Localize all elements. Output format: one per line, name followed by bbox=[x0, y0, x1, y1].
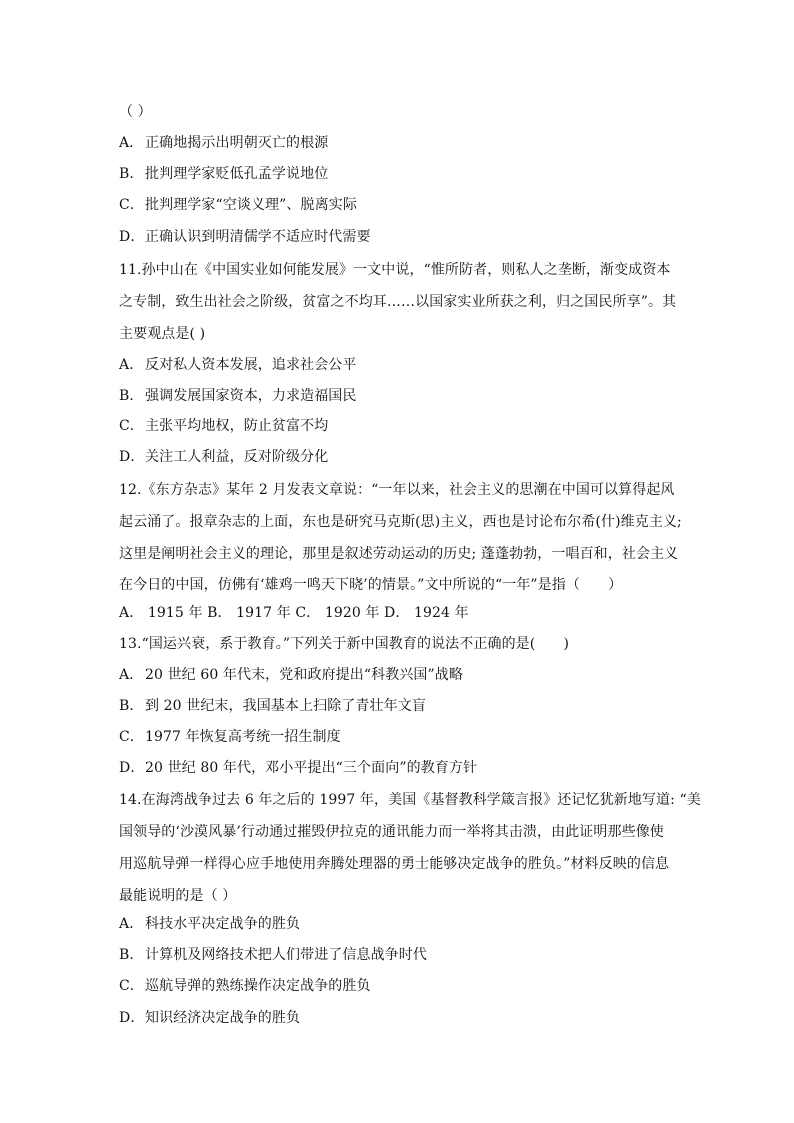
option-key: A． bbox=[119, 916, 144, 932]
q12-options-line[interactable]: A． 1915 年 B． 1917 年 C． 1920 年 D． 1924 年 bbox=[119, 605, 469, 621]
option-text: 反对私人资本发展，追求社会公平 bbox=[145, 357, 357, 373]
option-key: C． bbox=[119, 418, 144, 434]
q14-option-a[interactable] bbox=[119, 914, 679, 934]
option-text: 批判理学家贬低孔孟学说地位 bbox=[145, 166, 329, 182]
q10-answer-bracket: （ ） bbox=[119, 104, 152, 120]
option-key: D． bbox=[119, 449, 145, 465]
q10-option-d[interactable] bbox=[119, 227, 679, 247]
q12-stem-line: 起云涌了。报章杂志的上面，东也是研究马克斯(思)主义，西也是讨论布尔希(什)维克主义; bbox=[119, 514, 682, 530]
q11-stem-line: 11.孙中山在《中国实业如何能发展》一文中说，“惟所防者，则私人之垄断，渐变成资本 bbox=[119, 262, 671, 278]
q11-option-d[interactable] bbox=[119, 447, 679, 467]
option-text: 20 世纪 80 年代，邓小平提出“三个面向”的教育方针 bbox=[145, 760, 478, 776]
q13-option-a[interactable] bbox=[119, 665, 679, 685]
option-text: 主张平均地权，防止贫富不均 bbox=[145, 418, 329, 434]
option-key: A． bbox=[119, 667, 144, 683]
q14-stem-line: 最能说明的是（ ） bbox=[119, 888, 237, 904]
q11-option-b[interactable] bbox=[119, 386, 679, 406]
option-key: D． bbox=[119, 1010, 145, 1026]
option-key: D． bbox=[119, 229, 145, 245]
option-text: 20 世纪 60 年代末，党和政府提出“科教兴国”战略 bbox=[145, 667, 463, 683]
option-key: A． bbox=[119, 357, 144, 373]
option-key: B． bbox=[119, 947, 144, 963]
q12-stem-line: 在今日的中国，仿佛有‘雄鸡一鸣天下晓’的情景。”文中所说的“一年”是指（ ） bbox=[119, 577, 623, 593]
option-text: 正确认识到明清儒学不适应时代需要 bbox=[145, 229, 371, 245]
q13-option-d[interactable] bbox=[119, 758, 679, 778]
q13-stem-line: 13.“国运兴衰，系于教育。”下列关于新中国教育的说法不正确的是( ) bbox=[119, 636, 570, 652]
q14-stem-line: 国领导的‘沙漠风暴’行动通过摧毁伊拉克的通讯能力而一举将其击溃，由此证明那些像使 bbox=[119, 824, 664, 840]
q11-option-a[interactable] bbox=[119, 355, 679, 375]
option-key: B． bbox=[119, 388, 144, 404]
option-text: 科技水平决定战争的胜负 bbox=[145, 916, 301, 932]
q10-option-c[interactable] bbox=[119, 195, 679, 215]
option-text: 关注工人利益，反对阶级分化 bbox=[145, 449, 329, 465]
option-text: 巡航导弹的熟练操作决定战争的胜负 bbox=[145, 978, 371, 994]
q14-stem-line: 14.在海湾战争过去 6 年之后的 1997 年，美国《基督教科学箴言报》还记忆犹新地写道: “美 bbox=[119, 792, 701, 808]
q14-stem-line: 用巡航导弹一样得心应手地使用奔腾处理器的勇士能够决定战争的胜负。”材料反映的信息 bbox=[119, 856, 670, 872]
q14-option-d[interactable] bbox=[119, 1008, 679, 1028]
option-key: D． bbox=[119, 760, 145, 776]
q12-stem-line: 12.《东方杂志》某年 2 月发表文章说：“一年以来，社会主义的思潮在中国可以算得起风 bbox=[119, 482, 675, 498]
option-key: C． bbox=[119, 729, 144, 745]
option-key: B． bbox=[119, 166, 144, 182]
option-text: 计算机及网络技术把人们带进了信息战争时代 bbox=[145, 947, 427, 963]
q14-option-b[interactable] bbox=[119, 945, 679, 965]
option-text: 强调发展国家资本，力求造福国民 bbox=[145, 388, 357, 404]
q11-stem-line: 主要观点是( ) bbox=[119, 326, 206, 342]
option-text: 批判理学家“空谈义理”、脱离实际 bbox=[145, 197, 357, 213]
q13-option-c[interactable] bbox=[119, 727, 679, 747]
option-key: C． bbox=[119, 197, 144, 213]
option-key: C． bbox=[119, 978, 144, 994]
q11-option-c[interactable] bbox=[119, 416, 679, 436]
q10-option-a[interactable] bbox=[119, 133, 679, 153]
option-key: B． bbox=[119, 698, 144, 714]
option-text: 1977 年恢复高考统一招生制度 bbox=[145, 729, 341, 745]
option-key: A． bbox=[119, 135, 144, 151]
q14-option-c[interactable] bbox=[119, 976, 679, 996]
option-text: 正确地揭示出明朝灭亡的根源 bbox=[145, 135, 329, 151]
q10-option-b[interactable] bbox=[119, 164, 679, 184]
q13-option-b[interactable] bbox=[119, 696, 679, 716]
option-text: 知识经济决定战争的胜负 bbox=[145, 1010, 301, 1026]
option-text: 到 20 世纪末，我国基本上扫除了青壮年文盲 bbox=[145, 698, 426, 714]
q12-stem-line: 这里是阐明社会主义的理论，那里是叙述劳动运动的历史; 蓬蓬勃勃，一唱百和，社会主义 bbox=[119, 546, 679, 562]
q11-stem-line: 之专制，致生出社会之阶级，贫富之不均耳……以国家实业所获之利，归之国民所享”。其 bbox=[119, 294, 677, 310]
